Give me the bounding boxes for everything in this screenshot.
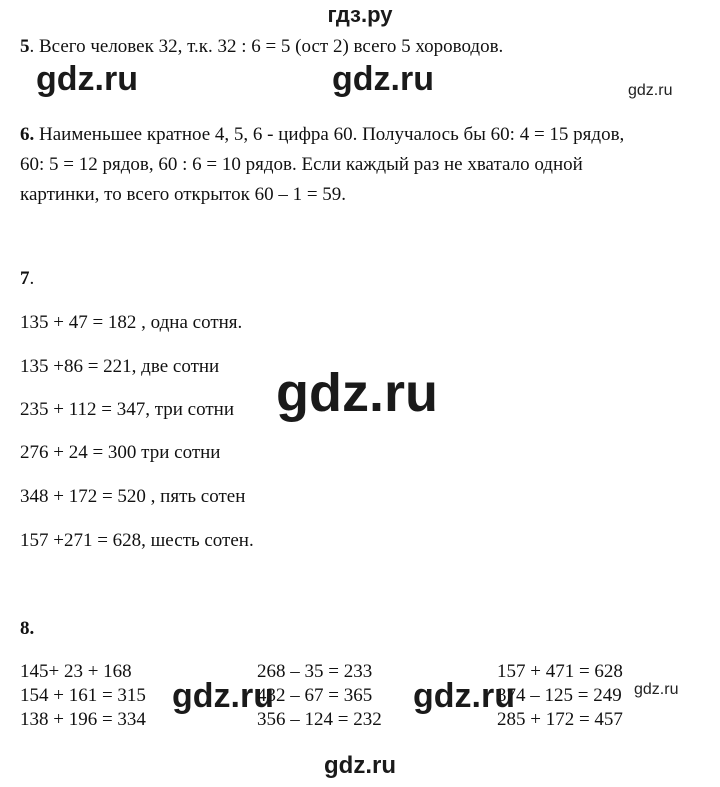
task-7-line: 235 + 112 = 347, три сотни [20,399,235,420]
task-6-line-1 [20,124,624,146]
task-8-cell: 432 – 67 = 365 [257,685,373,706]
task-7-number: 7 [20,268,30,289]
task-8-cell: 157 + 471 = 628 [497,661,623,682]
task-8-cell: 138 + 196 = 334 [20,709,146,730]
task-6-line-3: картинки, то всего открыток 60 – 1 = 59. [20,184,347,205]
task-6-text: Наименьшее кратное 4, 5, 6 - цифра 60. Получалось бы 60: 4 = 15 рядов, [34,124,625,145]
task-8-cell: 356 – 124 = 232 [257,709,382,730]
task-5 [20,36,503,58]
task-8-cell: 154 + 161 = 315 [20,685,146,706]
task-7-line: 157 +271 = 628, шесть сотен. [20,530,254,551]
watermark: gdz.ru [324,752,396,779]
task-6-line-2: 60: 5 = 12 рядов, 60 : 6 = 10 рядов. Если каждый раз не хватало одной [20,154,583,175]
task-7-line: 276 + 24 = 300 три сотни [20,442,221,463]
task-7-line: 348 + 172 = 520 , пять сотен [20,486,246,507]
task-8-number: 8. [20,618,35,639]
task-8-cell: 374 – 125 = 249 [497,685,622,706]
task-7-line: 135 + 47 = 182 , одна сотня. [20,312,243,333]
task-5-text: . Всего человек 32, т.к. 32 : 6 = 5 (ост 2) всего 5 хороводов. [29,36,504,57]
watermark: gdz.ru [276,363,438,423]
task-5-number: 5 [20,36,30,57]
task-7-line: 135 +86 = 221, две сотни [20,356,220,377]
watermark: gdz.ru [332,60,434,98]
task-6-number: 6. [20,124,35,145]
watermark: gdz.ru [413,677,515,715]
task-7-dot: . [29,268,35,289]
task-7-heading [20,268,34,290]
watermark: gdz.ru [36,60,138,98]
task-8-cell: 145+ 23 + 168 [20,661,132,682]
watermark-header: гдз.ру [327,2,393,27]
watermark: gdz.ru [172,677,274,715]
watermark: gdz.ru [634,681,679,698]
watermark: gdz.ru [628,82,673,99]
task-8-cell: 268 – 35 = 233 [257,661,373,682]
task-8-cell: 285 + 172 = 457 [497,709,623,730]
